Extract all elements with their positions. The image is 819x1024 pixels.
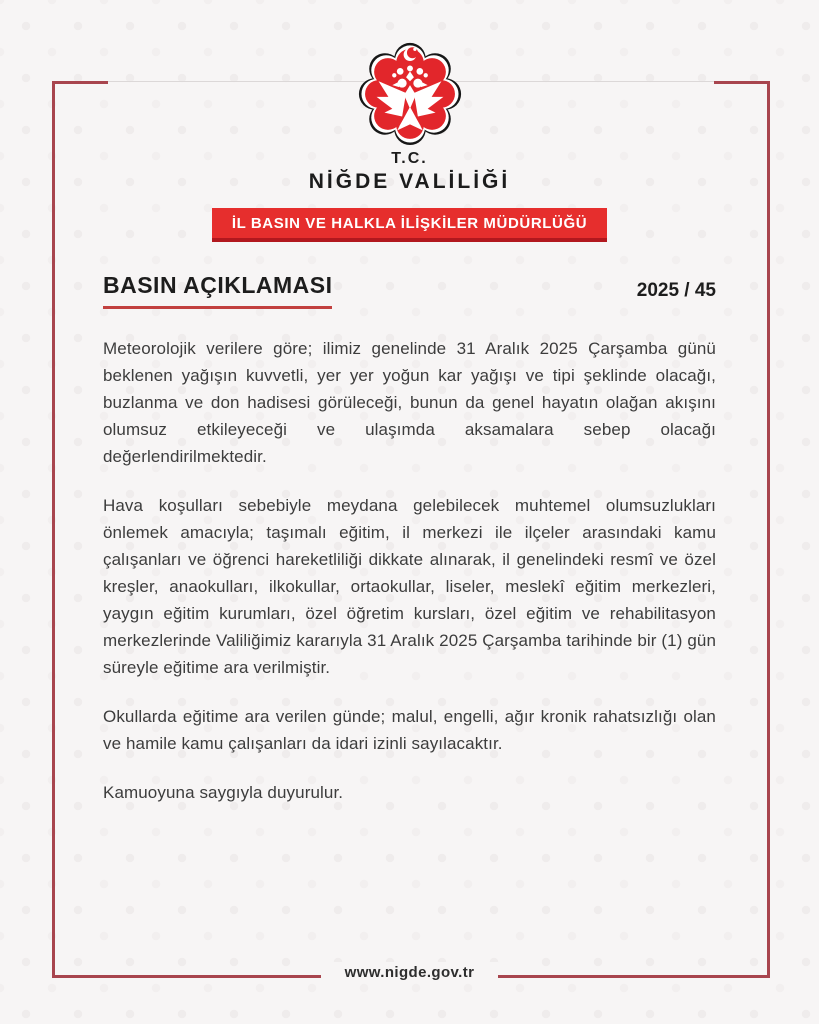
nigde-governorship-emblem-icon: [351, 36, 469, 153]
org-title-block: [0, 150, 819, 194]
paragraph-weather-assessment: Meteorolojik verilere göre; ilimiz genelinde 31 Aralık 2025 Çarşamba günü beklenen yağışın kuvvetli, yer yer yoğun kar yağışı ve tipi şeklinde olacağı, buzlanma ve don hadisesi görüleceği, bunun da genel hayatın olağan akışını olumsuz etkileyeceği ve ulaşımda aksamalara sebep olacağı değerlendirilmektedir.: [103, 339, 716, 466]
paragraph-closing: Kamuoyuna saygıyla duyurulur.: [103, 783, 344, 802]
document-heading-row: [103, 272, 716, 309]
department-banner: İL BASIN VE HALKLA İLİŞKİLER MÜDÜRLÜĞÜ: [212, 208, 607, 242]
frame-top-right-accent: [714, 81, 770, 84]
paragraph-school-closure-decision: Hava koşulları sebebiyle meydana gelebilecek muhtemel olumsuzlukları önlemek amacıyla; taşımalı eğitim, il merkezi ile ilçeler arasındaki kamu çalışanları ve öğrenci hareketliliği dikkate alınarak, il genelindeki resmî ve özel kreşler, anaokulları, ilkokullar, ortaokullar, liseler, meslekî eğitim merkezleri, yaygın eğitim kurumları, özel öğretim kursları, özel eğitim ve rehabilitasyon merkezlerinde Valiliğimiz kararıyla 31 Aralık 2025 Çarşamba tarihinde bir (1) gün süreyle eğitime ara verilmiştir.: [103, 496, 716, 677]
footer: [0, 962, 819, 983]
department-banner-wrap: [0, 208, 819, 242]
frame-top-left-accent: [52, 81, 108, 84]
footer-website: www.nigde.gov.tr: [321, 962, 499, 983]
document-title: BASIN AÇIKLAMASI: [103, 272, 332, 309]
paragraph-administrative-leave: Okullarda eğitime ara verilen günde; malul, engelli, ağır kronik rahatsızlığı olan ve hamile kamu çalışanları da idari izinli sayılacaktır.: [103, 707, 716, 753]
document-content: [103, 272, 716, 828]
org-name: NİĞDE VALİLİĞİ: [308, 170, 511, 193]
org-prefix: T.C.: [391, 150, 428, 167]
reference-number: 2025 / 45: [636, 279, 716, 301]
